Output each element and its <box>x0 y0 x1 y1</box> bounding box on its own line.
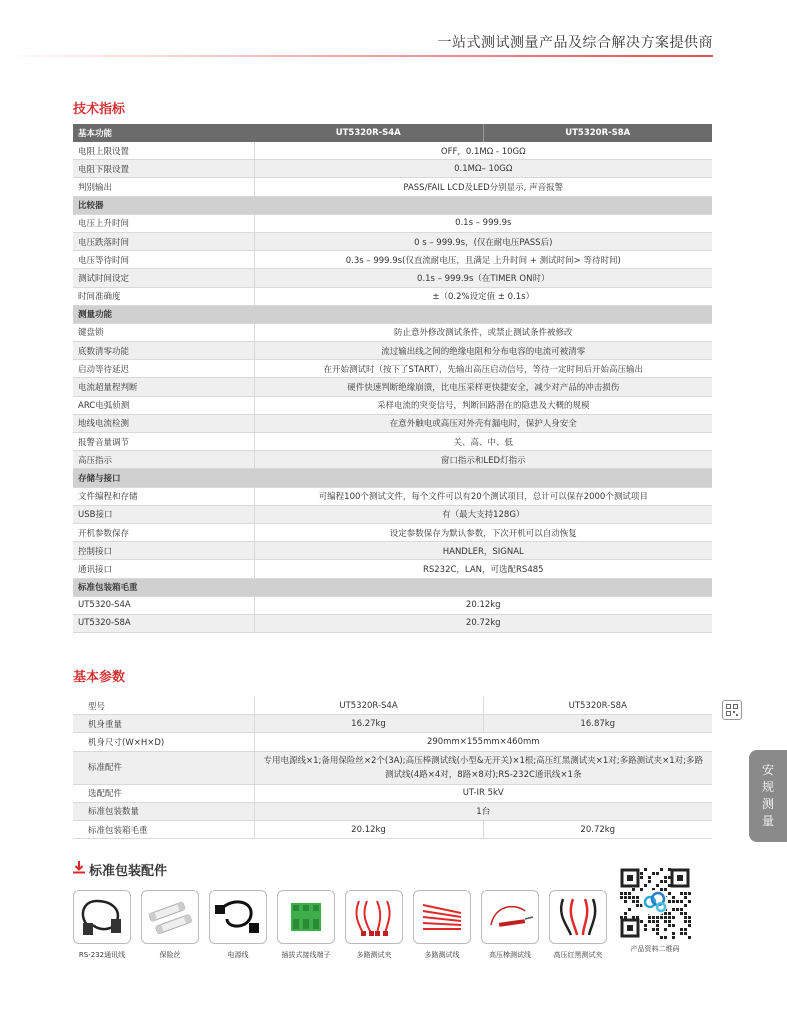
spec-value: 0.1MΩ– 10GΩ <box>254 160 712 178</box>
param-label: 标准包装箱毛重 <box>73 820 254 838</box>
spec-row <box>73 360 712 378</box>
spec-row <box>73 396 712 414</box>
accessory-item[interactable] <box>345 890 403 960</box>
specs-section-title: 技术指标 <box>73 102 126 117</box>
param-row <box>73 733 712 751</box>
spec-row <box>73 487 712 505</box>
spec-value: ±（0.2%设定值 ± 0.1s） <box>254 287 712 305</box>
accessories-title-text: 标准包装配件 <box>89 864 168 879</box>
spec-value: 0.1s – 999.9s（在TIMER ON时） <box>254 269 712 287</box>
accessory-label: 电源线 <box>227 951 249 959</box>
accessory-label: 插拔式接线端子 <box>281 951 331 959</box>
spec-label: UT5320-S4A <box>73 596 254 614</box>
param-label: 型号 <box>73 697 254 715</box>
spec-row <box>73 560 712 578</box>
param-row <box>73 784 712 802</box>
spec-label: 电压上升时间 <box>73 214 254 232</box>
accessory-label: 多路测试夹 <box>356 951 392 959</box>
spec-row <box>73 505 712 523</box>
spec-value: 0.3s – 999.9s(仅直流耐电压，且满足 上升时间 + 测试时间> 等待时间) <box>254 251 712 269</box>
param-value: 1台 <box>254 802 712 820</box>
specs-header-label: 基本功能 <box>73 124 254 142</box>
param-value-b: UT5320R-S8A <box>483 697 712 715</box>
spec-row <box>73 433 712 451</box>
param-value-a: 16.27kg <box>254 715 483 733</box>
spec-label: 键盘锁 <box>73 323 254 341</box>
accessory-label: 高压红黑测试夹 <box>553 951 603 959</box>
param-row <box>73 820 712 838</box>
spec-row <box>73 542 712 560</box>
side-tab-char: 测 <box>761 797 774 811</box>
accessory-label: RS-232通讯线 <box>78 951 126 959</box>
spec-label: 电阻下限设置 <box>73 160 254 178</box>
model-a-header: UT5320R-S4A <box>254 124 483 142</box>
spec-row <box>73 214 712 232</box>
accessory-label: 高压棒测试线 <box>489 951 531 959</box>
spec-section-label: 存储与接口 <box>73 469 712 487</box>
side-tab-char: 规 <box>761 780 774 794</box>
spec-section-row <box>73 578 712 596</box>
accessory-item[interactable] <box>481 890 539 960</box>
spec-value: 关、高、中、低 <box>254 433 712 451</box>
spec-value: 20.12kg <box>254 596 712 614</box>
param-value-b: 20.72kg <box>483 820 712 838</box>
param-label: 机身重量 <box>73 715 254 733</box>
params-section-title: 基本参数 <box>73 670 126 685</box>
spec-value: 20.72kg <box>254 614 712 632</box>
qr-code-image <box>618 866 692 940</box>
spec-label: 高压指示 <box>73 451 254 469</box>
spec-section-label: 比较器 <box>73 196 712 214</box>
hv-probe-icon <box>481 890 539 944</box>
terminal-block-icon <box>277 890 335 944</box>
spec-row <box>73 614 712 632</box>
spec-value: 硬件快速判断绝缘崩溃，比电压采样更快捷安全，减少对产品的冲击损伤 <box>254 378 712 396</box>
multi-clip-icon <box>345 890 403 944</box>
accessory-item[interactable] <box>141 890 199 960</box>
param-value: 290mm×155mm×460mm <box>254 733 712 751</box>
accessory-item[interactable] <box>73 890 131 960</box>
spec-row <box>73 342 712 360</box>
header-divider <box>0 55 713 57</box>
spec-section-label: 标准包装箱毛重 <box>73 578 712 596</box>
spec-row <box>73 160 712 178</box>
param-row <box>73 715 712 733</box>
download-icon <box>73 861 85 878</box>
spec-value: OFF，0.1MΩ - 10GΩ <box>254 142 712 160</box>
spec-row <box>73 414 712 432</box>
spec-label: 开机参数保存 <box>73 523 254 541</box>
spec-section-label: 测量功能 <box>73 305 712 323</box>
param-row <box>73 697 712 715</box>
spec-label: 通讯接口 <box>73 560 254 578</box>
accessories-list <box>73 890 607 960</box>
spec-value: 采样电流的突变信号，判断回路潜在的隐患及大概的规模 <box>254 396 712 414</box>
multi-lead-icon <box>413 890 471 944</box>
param-value-b: 16.87kg <box>483 715 712 733</box>
fuse-icon <box>141 890 199 944</box>
qr-label: 产品资料二维码 <box>630 945 680 953</box>
spec-section-row <box>73 469 712 487</box>
spec-value: 在开始测试时（按下了START），先输出高压启动信号，等待一定时间后开始高压输出 <box>254 360 712 378</box>
spec-label: 判别输出 <box>73 178 254 196</box>
side-tab-char: 安 <box>761 763 774 777</box>
param-value: 专用电源线×1;备用保险丝×2个(3A);高压棒测试线(小型&无开关)×1根;高压红黑测试夹×1对;多路测试夹×1对;多路测试线(4路×4对，8路×8对);RS-232C通讯线×1条 <box>254 751 712 784</box>
spec-label: 报警音量调节 <box>73 433 254 451</box>
spec-row <box>73 269 712 287</box>
spec-row <box>73 251 712 269</box>
spec-row <box>73 596 712 614</box>
spec-label: 控制接口 <box>73 542 254 560</box>
spec-value: PASS/FAIL LCD及LED分别显示, 声音报警 <box>254 178 712 196</box>
spec-row <box>73 142 712 160</box>
spec-section-row <box>73 196 712 214</box>
spec-label: 电压等待时间 <box>73 251 254 269</box>
spec-row <box>73 523 712 541</box>
spec-value: 有（最大支持128G） <box>254 505 712 523</box>
spec-value: HANDLER，SIGNAL <box>254 542 712 560</box>
param-label: 标准包装数量 <box>73 802 254 820</box>
spec-row <box>73 451 712 469</box>
accessory-item[interactable] <box>413 890 471 960</box>
spec-row <box>73 178 712 196</box>
spec-label: 电流超量程判断 <box>73 378 254 396</box>
serial-cable-icon <box>73 890 131 944</box>
spec-value: 0.1s – 999.9s <box>254 214 712 232</box>
spec-label: 地线电流检测 <box>73 414 254 432</box>
spec-label: 启动等待延迟 <box>73 360 254 378</box>
spec-label: 文件编程和存储 <box>73 487 254 505</box>
param-row <box>73 751 712 784</box>
spec-label: 电压跌落时间 <box>73 232 254 250</box>
accessory-label: 多路测试线 <box>424 951 460 959</box>
param-label: 标准配件 <box>73 751 254 784</box>
spec-label: 测试时间设定 <box>73 269 254 287</box>
accessory-item[interactable] <box>209 890 267 960</box>
model-b-header: UT5320R-S8A <box>483 124 712 142</box>
specs-header-row <box>73 124 712 142</box>
product-qr[interactable] <box>617 866 693 954</box>
spec-value: 可编程100个测试文件，每个文件可以有20个测试项目，总计可以保存2000个测试项目 <box>254 487 712 505</box>
spec-row <box>73 287 712 305</box>
param-label: 机身尺寸(W×H×D) <box>73 733 254 751</box>
specs-table <box>73 124 712 633</box>
red-black-clip-icon <box>549 890 607 944</box>
power-cord-icon <box>209 890 267 944</box>
page-header-title: 一站式测试测量产品及综合解决方案提供商 <box>437 35 713 51</box>
spec-value: 流过输出线之间的绝缘电阻和分布电容的电流可被清零 <box>254 342 712 360</box>
spec-value: 0 s – 999.9s，(仅在耐电压PASS后) <box>254 232 712 250</box>
accessory-item[interactable] <box>277 890 335 960</box>
qr-code-icon[interactable] <box>722 700 742 720</box>
spec-value: 设定参数保存为默认参数，下次开机可以自动恢复 <box>254 523 712 541</box>
spec-label: 底数清零功能 <box>73 342 254 360</box>
param-label: 选配配件 <box>73 784 254 802</box>
side-tab-safety-test[interactable] <box>749 750 787 842</box>
spec-row <box>73 323 712 341</box>
accessories-title <box>73 860 167 879</box>
params-table <box>73 697 712 839</box>
param-value: UT-IR 5kV <box>254 784 712 802</box>
spec-label: ARC电弧侦测 <box>73 396 254 414</box>
spec-label: 时间准确度 <box>73 287 254 305</box>
spec-section-row <box>73 305 712 323</box>
param-value-a: UT5320R-S4A <box>254 697 483 715</box>
spec-row <box>73 378 712 396</box>
side-tab-char: 量 <box>761 814 774 828</box>
accessory-item[interactable] <box>549 890 607 960</box>
param-value-a: 20.12kg <box>254 820 483 838</box>
spec-label: 电阻上限设置 <box>73 142 254 160</box>
spec-label: USB接口 <box>73 505 254 523</box>
spec-value: 窗口指示和LED灯指示 <box>254 451 712 469</box>
param-row <box>73 802 712 820</box>
spec-value: RS232C，LAN，可选配RS485 <box>254 560 712 578</box>
spec-label: UT5320-S8A <box>73 614 254 632</box>
spec-value: 防止意外修改测试条件，或禁止测试条件被修改 <box>254 323 712 341</box>
accessory-label: 保险丝 <box>159 951 181 959</box>
spec-value: 在意外触电或高压对外壳有漏电时，保护人身安全 <box>254 414 712 432</box>
spec-row <box>73 232 712 250</box>
